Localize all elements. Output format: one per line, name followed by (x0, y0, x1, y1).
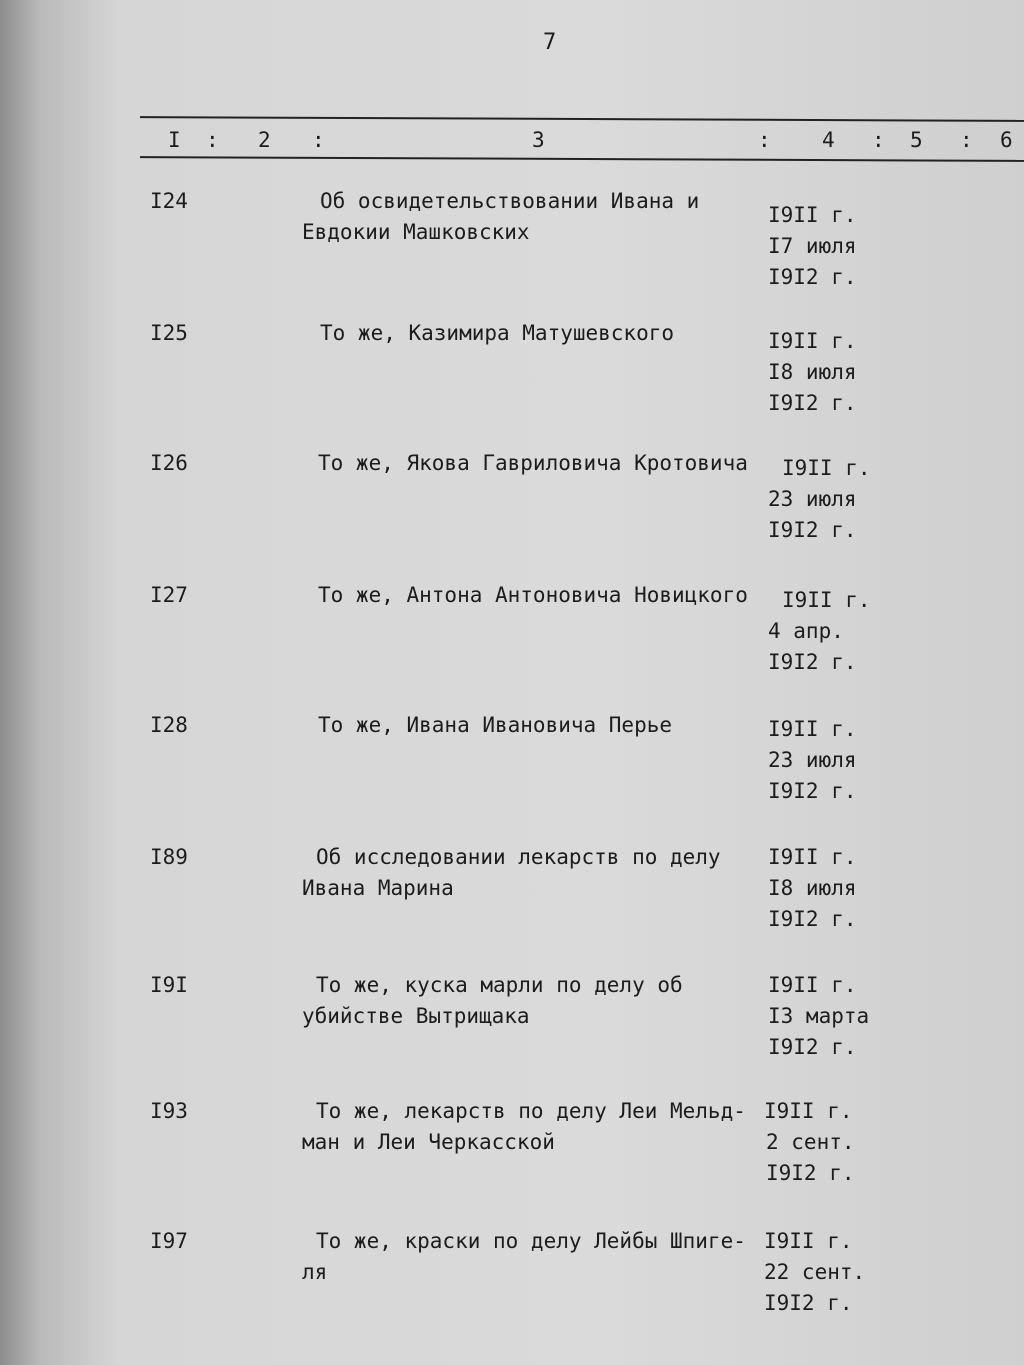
entry-number: I89 (150, 845, 188, 869)
entry-date-line: I9I2 г. (768, 1035, 857, 1059)
entry-number: I24 (150, 189, 188, 213)
entry-title (302, 970, 772, 1032)
entry-title (302, 186, 772, 248)
entry-date-line: 2 сент. (766, 1130, 855, 1154)
entry-dates (764, 1226, 884, 1319)
column-header-1: I (168, 128, 181, 152)
entry-number: I27 (150, 583, 188, 607)
entry-date-line: 23 июля (768, 487, 857, 511)
column-header-5: 5 (910, 128, 923, 152)
entry-title (318, 710, 788, 741)
entry-date-line: I8 июля (768, 876, 857, 900)
entry-title-line: То же, краски по делу Лейбы Шпиге- (316, 1229, 746, 1253)
entry-number: I25 (150, 321, 188, 345)
entry-date-line: I9II г. (782, 456, 871, 480)
table-header-rule (140, 156, 1024, 162)
entry-date-line: I9I2 г. (766, 1161, 855, 1185)
entry-title (318, 580, 788, 611)
column-header-4: 4 (822, 128, 835, 152)
entry-title-line: Ивана Марина (302, 876, 454, 900)
entry-title (302, 1096, 772, 1158)
entry-title-line: Об освидетельствовании Ивана и (320, 189, 700, 213)
entry-title (318, 448, 788, 479)
column-separator: : (206, 128, 219, 152)
entry-dates (768, 326, 888, 419)
entry-title (302, 842, 772, 904)
entry-date-line: I9II г. (768, 973, 857, 997)
entry-title-line: ля (302, 1260, 328, 1284)
column-header-6: 6 (1000, 128, 1013, 152)
column-header-3: 3 (532, 128, 545, 152)
entry-dates (768, 453, 902, 546)
entry-dates (768, 200, 888, 293)
entry-title-line: То же, Якова Гавриловича Кротовича (318, 451, 748, 475)
entry-number: I26 (150, 451, 188, 475)
entry-date-line: I9II г. (764, 1099, 853, 1123)
entry-date-line: I9II г. (764, 1229, 853, 1253)
entry-title-line: Об исследовании лекарств по делу (316, 845, 721, 869)
entry-date-line: I9II г. (768, 329, 857, 353)
entry-title-line: То же, куска марли по делу об (316, 973, 683, 997)
entry-date-line: I9II г. (768, 203, 857, 227)
entry-date-line: I3 марта (768, 1004, 870, 1028)
entry-date-line: I9I2 г. (768, 265, 857, 289)
entry-title-line: ман и Леи Черкасской (302, 1130, 555, 1154)
entry-title-line: То же, Казимира Матушевского (320, 321, 675, 345)
entry-date-line: 23 июля (768, 748, 857, 772)
column-separator: : (312, 128, 325, 152)
entry-date-line: I9I2 г. (764, 1291, 853, 1315)
entry-date-line: 22 сент. (764, 1260, 866, 1284)
table-top-rule (140, 116, 1024, 122)
column-separator: : (758, 128, 771, 152)
entry-title-line: То же, Антона Антоновича Новицкого (318, 583, 748, 607)
entry-title-line: То же, Ивана Ивановича Перье (318, 713, 673, 737)
page-number: 7 (543, 30, 557, 55)
entry-number: I97 (150, 1229, 188, 1253)
entry-dates (768, 970, 888, 1063)
entry-dates (768, 714, 888, 807)
entry-title-line: Евдокии Машковских (302, 220, 530, 244)
entry-date-line: I9II г. (768, 845, 857, 869)
entry-date-line: I9I2 г. (768, 650, 857, 674)
entry-number: I28 (150, 713, 188, 737)
entry-dates (764, 1096, 884, 1189)
entry-number: I93 (150, 1099, 188, 1123)
column-separator: : (872, 128, 885, 152)
entry-date-line: I9II г. (768, 717, 857, 741)
column-header-2: 2 (258, 128, 271, 152)
column-separator: : (960, 128, 973, 152)
entry-date-line: I7 июля (768, 234, 857, 258)
entry-dates (768, 842, 888, 935)
entry-number: I9I (150, 973, 188, 997)
entry-title-line: То же, лекарств по делу Леи Мельд- (316, 1099, 746, 1123)
entry-title (302, 1226, 772, 1288)
entry-title (320, 318, 790, 349)
entry-date-line: I9I2 г. (768, 907, 857, 931)
entry-dates (768, 585, 902, 678)
entry-date-line: I8 июля (768, 360, 857, 384)
entry-date-line: I9I2 г. (768, 518, 857, 542)
entry-title-line: убийстве Вытрищака (302, 1004, 530, 1028)
entry-date-line: I9I2 г. (768, 391, 857, 415)
entry-date-line: 4 апр. (768, 619, 844, 643)
entry-date-line: I9I2 г. (768, 779, 857, 803)
entry-date-line: I9II г. (782, 588, 871, 612)
